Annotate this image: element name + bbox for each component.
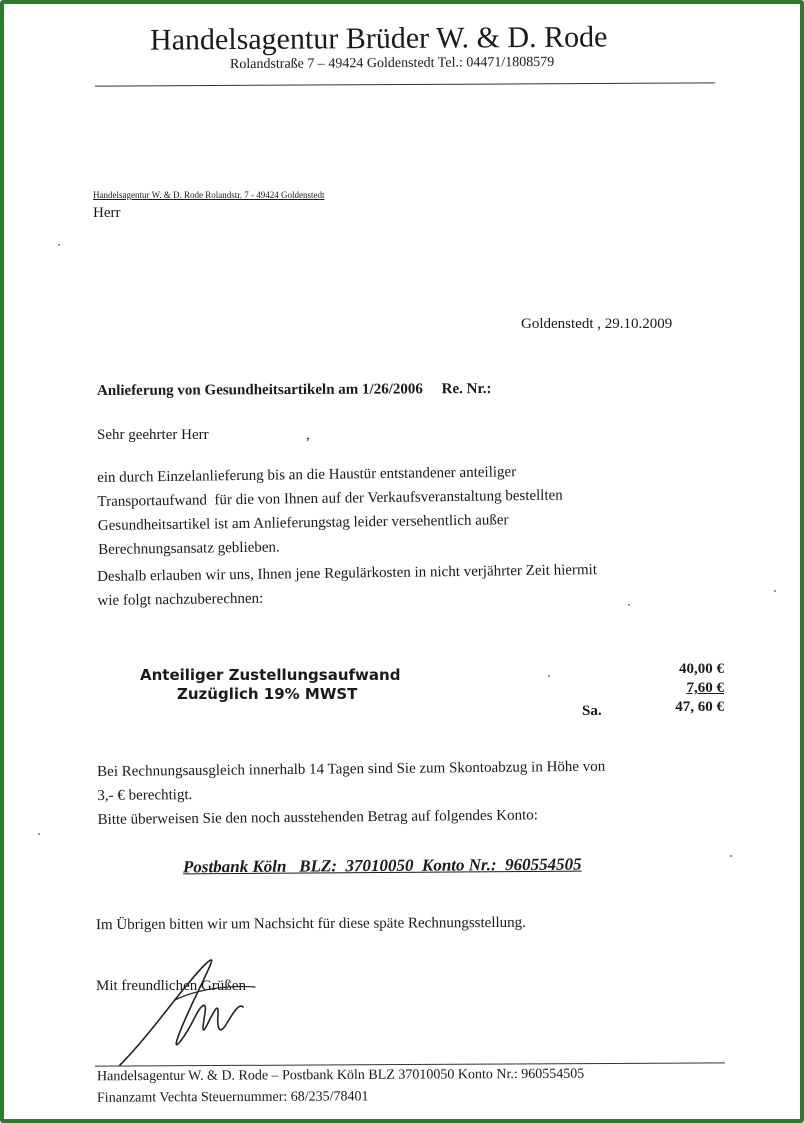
subject-line: Anlieferung von Gesundheitsartikeln am 1/26/2006 Re. Nr.: (96, 380, 492, 400)
text-line: wie folgt nachzuberechnen: (97, 590, 264, 609)
line-item-amount: 40,00 € (679, 661, 724, 677)
bank-details: Postbank Köln BLZ: 37010050 Konto Nr.: 960554505 (182, 854, 582, 877)
text-line: Transportaufwand für die von Ihnen auf der Verkaufsveranstaltung bestellten (97, 487, 563, 510)
scan-speck (774, 590, 776, 592)
company-address: Rolandstraße 7 – 49424 Goldenstedt Tel.: 04471/1808579 (229, 54, 555, 73)
text-line: Berechnungsansatz geblieben. (98, 539, 280, 558)
header-divider (95, 82, 715, 86)
sender-return-address: Handelsagentur W. & D. Rode Rolandstr. 7 - 49424 Goldenstedt (93, 190, 325, 200)
body-paragraph (97, 558, 597, 613)
scan-speck (730, 855, 732, 857)
total-amount: 47, 60 € (675, 699, 724, 715)
text-line: Bitte überweisen Sie den noch ausstehenden Betrag auf folgendes Konto: (97, 807, 538, 828)
total-label: Sa. (582, 703, 602, 719)
line-item-amount: 7,60 € (686, 680, 724, 696)
footer-bank-line: Handelsagentur W. & D. Rode – Postbank Köln BLZ 37010050 Konto Nr.: 960554505 (96, 1066, 585, 1085)
greeting: Mit freundlichen Grüßen (96, 978, 246, 994)
body-paragraph (97, 460, 564, 562)
scan-speck (38, 833, 40, 835)
line-item-label: Zuzüglich 19% MWST (177, 685, 358, 703)
payment-terms (97, 755, 606, 832)
text-line: ein durch Einzelanlieferung bis an die Haustür entstandener anteiliger (97, 464, 517, 486)
text-line: Bei Rechnungsausgleich innerhalb 14 Tagen sind Sie zum Skontoabzug in Höhe von (97, 758, 606, 780)
date-place: Goldenstedt , 29.10.2009 (521, 316, 673, 332)
scan-speck (58, 244, 60, 246)
salutation: Sehr geehrter Herr , (97, 427, 310, 443)
scan-speck (628, 604, 630, 606)
text-line: 3,- € berechtigt. (97, 787, 193, 804)
signature (115, 945, 265, 1070)
closing-remark: Im Übrigen bitten wir um Nachsicht für diese späte Rechnungsstellung. (95, 914, 526, 934)
company-name: Handelsagentur Brüder W. & D. Rode (149, 20, 608, 57)
text-line: Deshalb erlauben wir uns, Ihnen jene Regulärkosten in nicht verjährter Zeit hiermit (97, 562, 598, 585)
line-item-label: Anteiliger Zustellungsaufwand (140, 666, 401, 684)
text-line: Gesundheitsartikel ist am Anlieferungstag leider versehentlich außer (97, 512, 509, 534)
footer-tax-line: Finanzamt Vechta Steuernummer: 68/235/78401 (96, 1089, 369, 1106)
scan-speck (548, 675, 550, 677)
recipient: Herr (93, 205, 121, 221)
